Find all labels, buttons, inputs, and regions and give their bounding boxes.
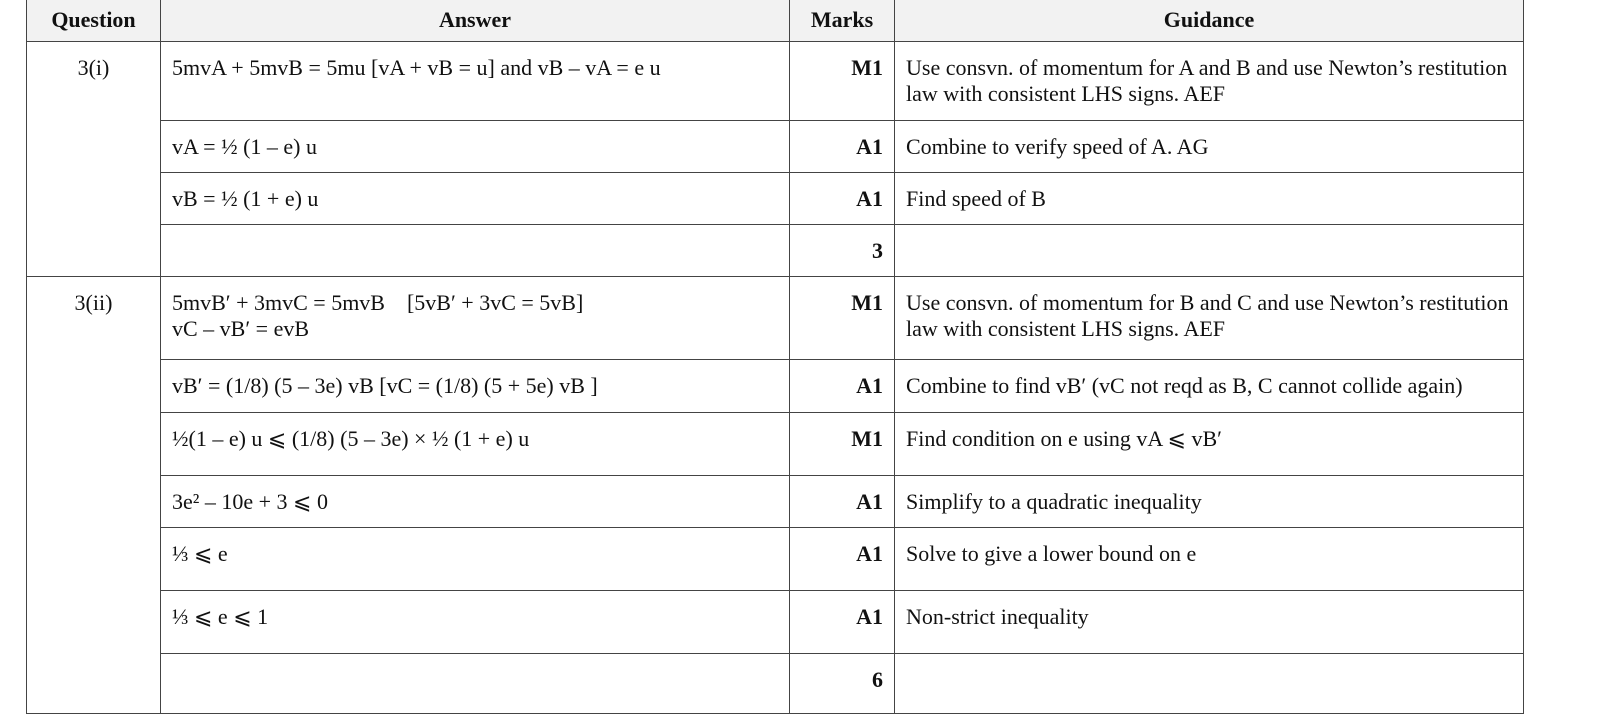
marks-cell: M1 — [790, 277, 895, 360]
table-row — [27, 277, 1524, 360]
marks-cell: A1 — [790, 121, 895, 173]
header-question: Question — [27, 0, 161, 42]
guidance-cell: Non-strict inequality — [895, 591, 1524, 654]
table-row — [27, 528, 1524, 591]
answer-cell — [161, 225, 790, 277]
answer-cell: 5mvA + 5mvB = 5mu [vA + vB = u] and vB – vA = e u — [161, 42, 790, 121]
guidance-cell: Use consvn. of momentum for A and B and use Newton’s restitution law with consistent LHS signs. AEF — [895, 42, 1524, 121]
marks-cell: A1 — [790, 528, 895, 591]
answer-cell: vB = ½ (1 + e) u — [161, 173, 790, 225]
marks-cell: M1 — [790, 413, 895, 476]
marks-cell: A1 — [790, 476, 895, 528]
marks-cell: A1 — [790, 173, 895, 225]
question-label: 3(ii) — [27, 277, 161, 714]
marks-cell: A1 — [790, 591, 895, 654]
marks-total-cell: 3 — [790, 225, 895, 277]
table-row — [27, 413, 1524, 476]
question-label: 3(i) — [27, 42, 161, 277]
marks-cell: M1 — [790, 42, 895, 121]
answer-cell: vA = ½ (1 – e) u — [161, 121, 790, 173]
answer-cell: 3e² – 10e + 3 ⩽ 0 — [161, 476, 790, 528]
guidance-cell: Solve to give a lower bound on e — [895, 528, 1524, 591]
marks-total-cell: 6 — [790, 654, 895, 714]
header-row — [27, 0, 1524, 42]
marks-cell: A1 — [790, 360, 895, 413]
answer-cell: ½(1 – e) u ⩽ (1/8) (5 – 3e) × ½ (1 + e) u — [161, 413, 790, 476]
header-marks: Marks — [790, 0, 895, 42]
table-row — [27, 591, 1524, 654]
answer-cell: ⅓ ⩽ e — [161, 528, 790, 591]
answer-cell: vB′ = (1/8) (5 – 3e) vB [vC = (1/8) (5 + 5e) vB ] — [161, 360, 790, 413]
guidance-cell: Simplify to a quadratic inequality — [895, 476, 1524, 528]
table-row — [27, 476, 1524, 528]
guidance-cell: Find speed of B — [895, 173, 1524, 225]
guidance-cell — [895, 225, 1524, 277]
table-row — [27, 121, 1524, 173]
guidance-cell: Use consvn. of momentum for B and C and use Newton’s restitution law with consistent LHS signs. AEF — [895, 277, 1524, 360]
mark-scheme-table — [26, 0, 1524, 714]
table-row — [27, 173, 1524, 225]
guidance-cell: Combine to find vB′ (vC not reqd as B, C cannot collide again) — [895, 360, 1524, 413]
guidance-cell: Find condition on e using vA ⩽ vB′ — [895, 413, 1524, 476]
table-row — [27, 360, 1524, 413]
header-answer: Answer — [161, 0, 790, 42]
guidance-cell: Combine to verify speed of A. AG — [895, 121, 1524, 173]
answer-cell: ⅓ ⩽ e ⩽ 1 — [161, 591, 790, 654]
header-guidance: Guidance — [895, 0, 1524, 42]
table-row — [27, 225, 1524, 277]
answer-cell: 5mvB′ + 3mvC = 5mvB [5vB′ + 3vC = 5vB] vC – vB′ = evB — [161, 277, 790, 360]
table-row — [27, 42, 1524, 121]
